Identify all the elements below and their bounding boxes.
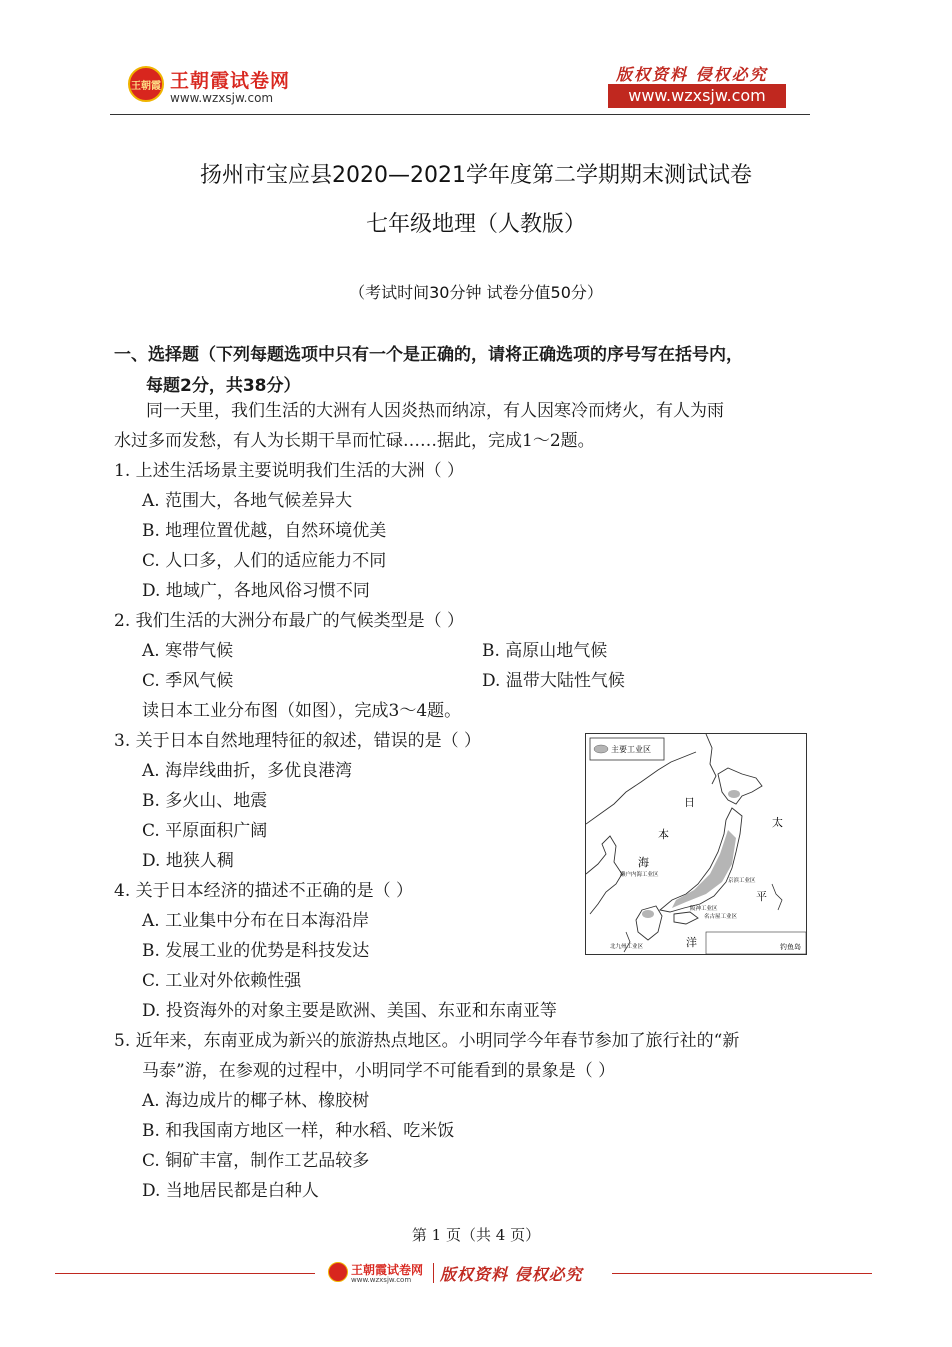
q5-option-d[interactable]: D. 当地居民都是白种人	[142, 1181, 319, 1201]
q1-option-c[interactable]: C. 人口多，人们的适应能力不同	[142, 551, 387, 571]
page-number: 第 1 页（共 4 页）	[411, 1226, 541, 1244]
region-label: 濑户内海工业区	[620, 872, 659, 878]
section-heading: 一、选择题（下列每题选项中只有一个是正确的，请将正确选项的序号写在括号内，	[114, 345, 743, 365]
mainland-coast	[586, 752, 696, 824]
q4-option-a[interactable]: A. 工业集中分布在日本海沿岸	[142, 911, 370, 931]
q3-option-d[interactable]: D. 地狭人稠	[142, 851, 234, 871]
exam-title: 扬州市宝应县2020—2021学年度第二学期期末测试试卷	[200, 163, 752, 188]
logo-url: www.wzxsjw.com	[170, 91, 274, 105]
ocean-label-tai: 太	[772, 816, 783, 829]
inset-label: 钓鱼岛	[780, 943, 801, 951]
legend-label: 主要工业区	[611, 745, 651, 754]
header-divider	[110, 114, 810, 115]
question-5-stem-cont: 马泰”游，在参观的过程中，小明同学不可能看到的景象是（ ）	[142, 1061, 616, 1081]
hokkaido	[718, 768, 762, 804]
section-heading-cont: 每题2分，共38分）	[146, 376, 301, 396]
question-2-stem: 2. 我们生活的大洲分布最广的气候类型是（ ）	[114, 611, 465, 631]
japan-industry-map	[585, 733, 807, 955]
q2-option-c[interactable]: C. 季风气候	[142, 671, 234, 691]
sakhalin-coast	[706, 734, 716, 784]
q3-option-b[interactable]: B. 多火山、地震	[142, 791, 268, 811]
pacific-islands	[772, 884, 782, 910]
question-4-stem: 4. 关于日本经济的描述不正确的是（ ）	[114, 881, 414, 901]
q3-option-a[interactable]: A. 海岸线曲折，多优良港湾	[142, 761, 353, 781]
footer-separator	[433, 1263, 434, 1283]
ocean-label-ping: 平	[756, 890, 767, 903]
q1-option-d[interactable]: D. 地域广，各地风俗习惯不同	[142, 581, 370, 601]
footer-copyright: 版权资料 侵权必究	[440, 1265, 583, 1284]
q1-option-b[interactable]: B. 地理位置优越，自然环境优美	[142, 521, 387, 541]
ocean-label-yang: 洋	[686, 936, 697, 949]
region-label: 京滨工业区	[728, 878, 756, 884]
question-1-stem: 1. 上述生活场景主要说明我们生活的大洲（ ）	[114, 461, 465, 481]
footer-divider-right	[612, 1273, 872, 1274]
shikoku	[674, 912, 698, 924]
footer-logo-name: 王朝霞试卷网	[351, 1263, 424, 1277]
korea-coast	[586, 836, 622, 914]
copyright-notice: 版权资料 侵权必究	[616, 65, 768, 84]
q4-option-b[interactable]: B. 发展工业的优势是科技发达	[142, 941, 370, 961]
q4-option-c[interactable]: C. 工业对外依赖性强	[142, 971, 302, 991]
site-url-banner[interactable]: www.wzxsjw.com	[608, 84, 786, 108]
q2-option-a[interactable]: A. 寒带气候	[142, 641, 234, 661]
question-3-stem: 3. 关于日本自然地理特征的叙述，错误的是（ ）	[114, 731, 482, 751]
passage-text: 同一天里，我们生活的大洲有人因炎热而纳凉，有人因寒冷而烤火，有人为雨	[146, 401, 724, 421]
region-label: 名古屋工业区	[704, 914, 738, 920]
q4-option-d[interactable]: D. 投资海外的对象主要是欧洲、美国、东亚和东南亚等	[142, 1001, 557, 1021]
exam-subtitle: 七年级地理（人教版）	[365, 212, 586, 237]
kyushu-industry	[642, 910, 654, 918]
legend-swatch	[594, 745, 608, 753]
question-5-stem: 5. 近年来，东南亚成为新兴的旅游热点地区。小明同学今年春节参加了旅行社的“新	[114, 1031, 740, 1051]
q3-option-c[interactable]: C. 平原面积广阔	[142, 821, 268, 841]
passage-text: 读日本工业分布图（如图），完成3～4题。	[142, 701, 462, 721]
sea-label-ben: 本	[658, 828, 669, 841]
q5-option-b[interactable]: B. 和我国南方地区一样，种水稻、吃米饭	[142, 1121, 455, 1141]
sea-label-ri: 日	[684, 796, 695, 809]
q1-option-a[interactable]: A. 范围大，各地气候差异大	[142, 491, 353, 511]
q5-option-a[interactable]: A. 海边成片的椰子林、橡胶树	[142, 1091, 370, 1111]
region-label: 北九州工业区	[610, 944, 644, 950]
passage-text: 水过多而发愁，有人为长期干旱而忙碌……据此，完成1～2题。	[114, 431, 595, 451]
exam-meta: （考试时间30分钟 试卷分值50分）	[349, 283, 603, 302]
footer-divider-left	[55, 1273, 315, 1274]
logo-mark: 王朝霞	[131, 81, 161, 92]
sea-label-hai: 海	[638, 856, 649, 869]
q2-option-b[interactable]: B. 高原山地气候	[482, 641, 608, 661]
footer-logo-url: www.wzxsjw.com	[351, 1276, 412, 1284]
q5-option-c[interactable]: C. 铜矿丰富，制作工艺品较多	[142, 1151, 370, 1171]
map-graphic	[586, 734, 806, 954]
logo-name: 王朝霞试卷网	[170, 70, 291, 92]
q2-option-d[interactable]: D. 温带大陆性气候	[482, 671, 625, 691]
footer-logo-badge	[328, 1262, 348, 1282]
logo-badge	[128, 66, 164, 102]
region-label: 阪神工业区	[690, 906, 718, 912]
hokkaido-industry	[728, 790, 740, 798]
